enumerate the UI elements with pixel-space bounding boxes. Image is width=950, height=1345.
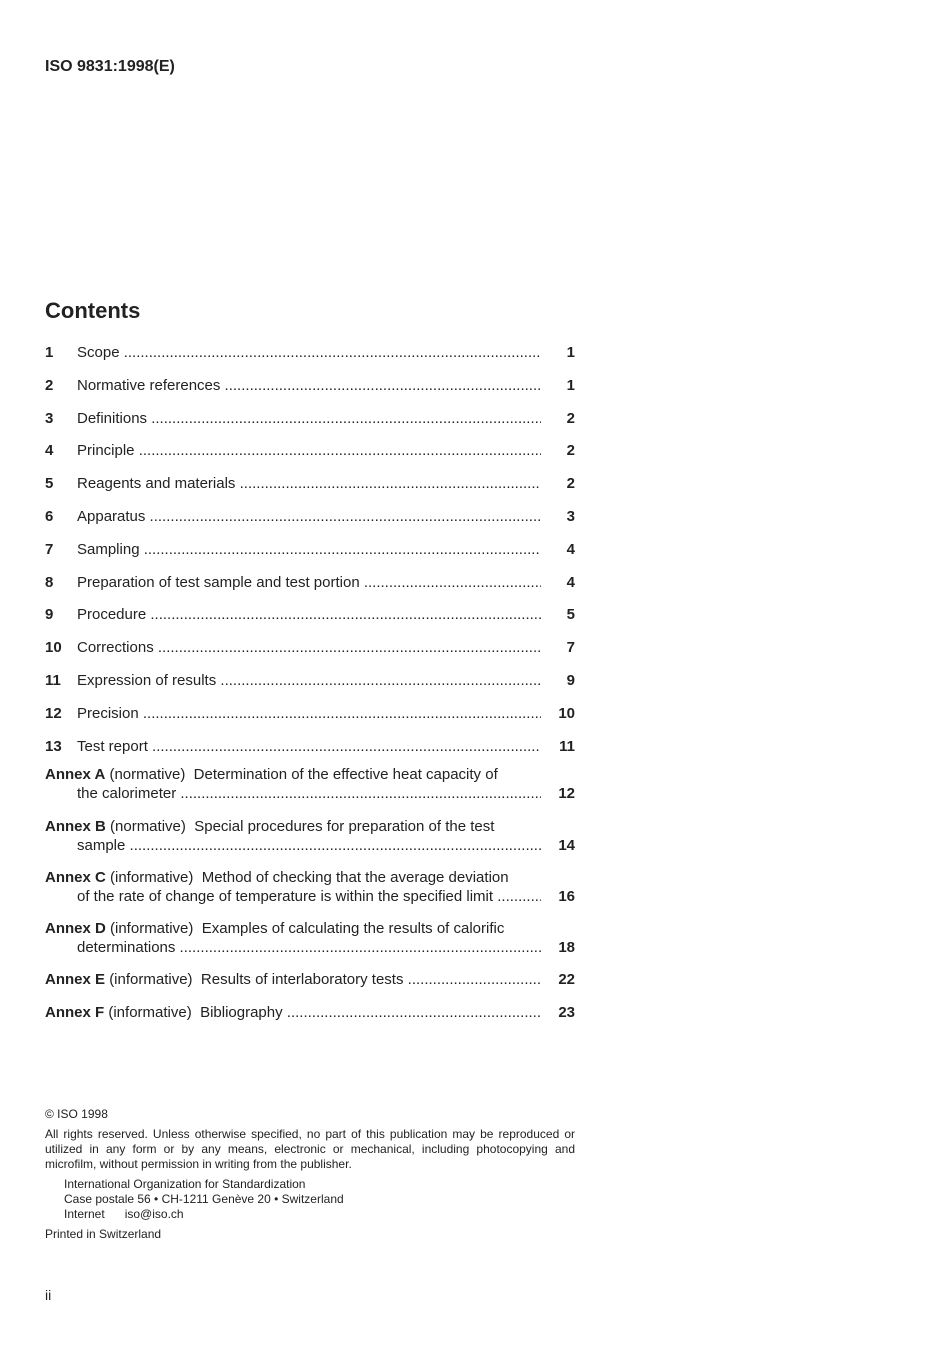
toc-page: 4: [566, 540, 575, 558]
toc-annex-c[interactable]: [45, 869, 575, 920]
organization-name: International Organization for Standardization: [64, 1177, 306, 1191]
toc-page: 1: [566, 344, 575, 361]
annex-title: Special procedures for preparation of the test: [194, 817, 495, 835]
annex-title: Results of interlaboratory tests: [200, 971, 404, 989]
toc-number: 5: [45, 475, 54, 493]
toc-title: Precision .....: [77, 705, 541, 722]
toc-number: 10: [45, 639, 62, 657]
toc-page: 23: [558, 1003, 575, 1021]
annex-type: (normative): [109, 766, 186, 784]
toc-page: 2: [566, 475, 575, 493]
toc-number: 3: [45, 409, 54, 427]
toc-page: 9: [566, 671, 575, 689]
toc-page: 11: [559, 737, 575, 755]
annex-label: Annex D: [45, 919, 106, 937]
page-number: ii: [45, 1287, 52, 1303]
toc-title: Procedure .....: [77, 606, 541, 623]
toc-title: Normative references .....: [77, 377, 541, 394]
copyright-footer: [45, 1107, 575, 1242]
toc-annex-b[interactable]: [45, 818, 575, 869]
copyright-notice: © ISO 1998: [45, 1107, 108, 1121]
toc-page: 2: [566, 442, 575, 460]
annex-type: (informative): [110, 868, 194, 886]
toc-title: Scope .....: [77, 344, 541, 361]
toc-page: 22: [558, 971, 575, 989]
toc-entry-1[interactable]: [45, 340, 575, 373]
toc-entry-13[interactable]: [45, 734, 575, 767]
annex-type: (informative): [108, 1003, 192, 1021]
rights-statement: All rights reserved. Unless otherwise specified, no part of this publication may be reproduced or utilized in any form or by any means, electronic or mechanical, including photocopying and microfilm, without permission in writing from the publisher.: [45, 1127, 575, 1171]
toc-page: 18: [558, 938, 575, 956]
toc-entry-8[interactable]: [45, 570, 575, 603]
toc-entry-5[interactable]: [45, 471, 575, 504]
toc-page: 4: [566, 573, 575, 591]
annex-type: (informative): [109, 971, 193, 989]
toc-entry-7[interactable]: [45, 537, 575, 570]
toc-page: 10: [558, 704, 575, 722]
toc-entry-6[interactable]: [45, 504, 575, 537]
annex-title-line2: sample .....: [77, 837, 541, 854]
toc-page: 12: [558, 785, 575, 803]
toc-page: 7: [566, 639, 575, 657]
annex-heading: [45, 766, 498, 783]
toc-number: 4: [45, 442, 54, 460]
toc-number: 12: [45, 704, 62, 722]
annex-title-continued: [77, 939, 541, 956]
annex-heading: [45, 971, 541, 988]
annex-title-continued: [77, 888, 541, 905]
annex-label: Annex C: [45, 868, 106, 886]
toc-annex-d[interactable]: [45, 920, 575, 971]
toc-number: 7: [45, 540, 54, 558]
toc-title: Apparatus .....: [77, 508, 541, 525]
toc-entry-2[interactable]: [45, 373, 575, 406]
contents-title: Contents: [45, 298, 141, 323]
toc-entry-12[interactable]: [45, 701, 575, 734]
postal-address: Case postale 56 • CH-1211 Genève 20 • Switzerland: [64, 1192, 344, 1206]
annex-title: Examples of calculating the results of calorific: [201, 919, 505, 937]
internet-email[interactable]: iso@iso.ch: [124, 1207, 184, 1221]
toc-number: 2: [45, 376, 54, 394]
toc-page: 1: [566, 376, 575, 394]
internet-contact: [64, 1207, 575, 1222]
annex-title-line2: determinations .....: [77, 939, 541, 956]
toc-number: 13: [45, 737, 62, 755]
toc-entry-11[interactable]: [45, 668, 575, 701]
annex-title-line2: the calorimeter .....: [77, 785, 541, 802]
toc-page: 3: [566, 507, 575, 525]
toc-entry-9[interactable]: [45, 602, 575, 635]
toc-title: Reagents and materials .....: [77, 475, 541, 492]
annex-title: Bibliography: [200, 1003, 283, 1021]
toc-title: Definitions .....: [77, 410, 541, 427]
toc-number: 8: [45, 573, 54, 591]
annex-heading: [45, 818, 494, 835]
printed-location: Printed in Switzerland: [45, 1227, 162, 1241]
toc-page: 2: [566, 409, 575, 427]
document-id: ISO 9831:1998(E): [45, 58, 175, 75]
annex-type: (normative): [110, 817, 186, 835]
annex-title-continued: [77, 837, 541, 854]
toc-entry-10[interactable]: [45, 635, 575, 668]
annex-title: Determination of the effective heat capacity of: [193, 766, 498, 784]
annex-label: Annex E: [45, 971, 106, 989]
toc-annex-a[interactable]: [45, 766, 575, 817]
table-of-contents: [45, 340, 575, 1037]
toc-page: 16: [558, 887, 575, 905]
toc-title: Preparation of test sample and test portion .....: [77, 574, 541, 591]
toc-title: Corrections .....: [77, 639, 541, 656]
toc-number: 1: [45, 344, 54, 361]
annex-title-line2: of the rate of change of temperature is within the specified limit .....: [77, 888, 541, 905]
publisher-address: [45, 1177, 575, 1222]
annex-label: Annex A: [45, 766, 106, 784]
annex-label: Annex B: [45, 817, 106, 835]
toc-number: 11: [45, 671, 61, 689]
annex-title-continued: [77, 785, 541, 802]
annex-title: Method of checking that the average deviation: [201, 868, 509, 886]
annex-type: (informative): [110, 919, 194, 937]
toc-title: Sampling .....: [77, 541, 541, 558]
toc-title: Test report .....: [77, 738, 541, 755]
toc-entry-3[interactable]: [45, 406, 575, 439]
annex-label: Annex F: [45, 1003, 105, 1021]
annex-heading: [45, 869, 509, 886]
toc-title: Principle .....: [77, 442, 541, 459]
internet-label: Internet: [64, 1207, 105, 1221]
toc-number: 9: [45, 606, 54, 624]
toc-number: 6: [45, 507, 54, 525]
toc-entry-4[interactable]: [45, 438, 575, 471]
annex-heading: [45, 1004, 541, 1021]
toc-annex-f[interactable]: [45, 1004, 575, 1037]
toc-title: Expression of results .....: [77, 672, 541, 689]
annex-heading: [45, 920, 504, 937]
toc-annex-e[interactable]: [45, 971, 575, 1004]
toc-page: 5: [566, 606, 575, 624]
toc-page: 14: [558, 836, 575, 854]
